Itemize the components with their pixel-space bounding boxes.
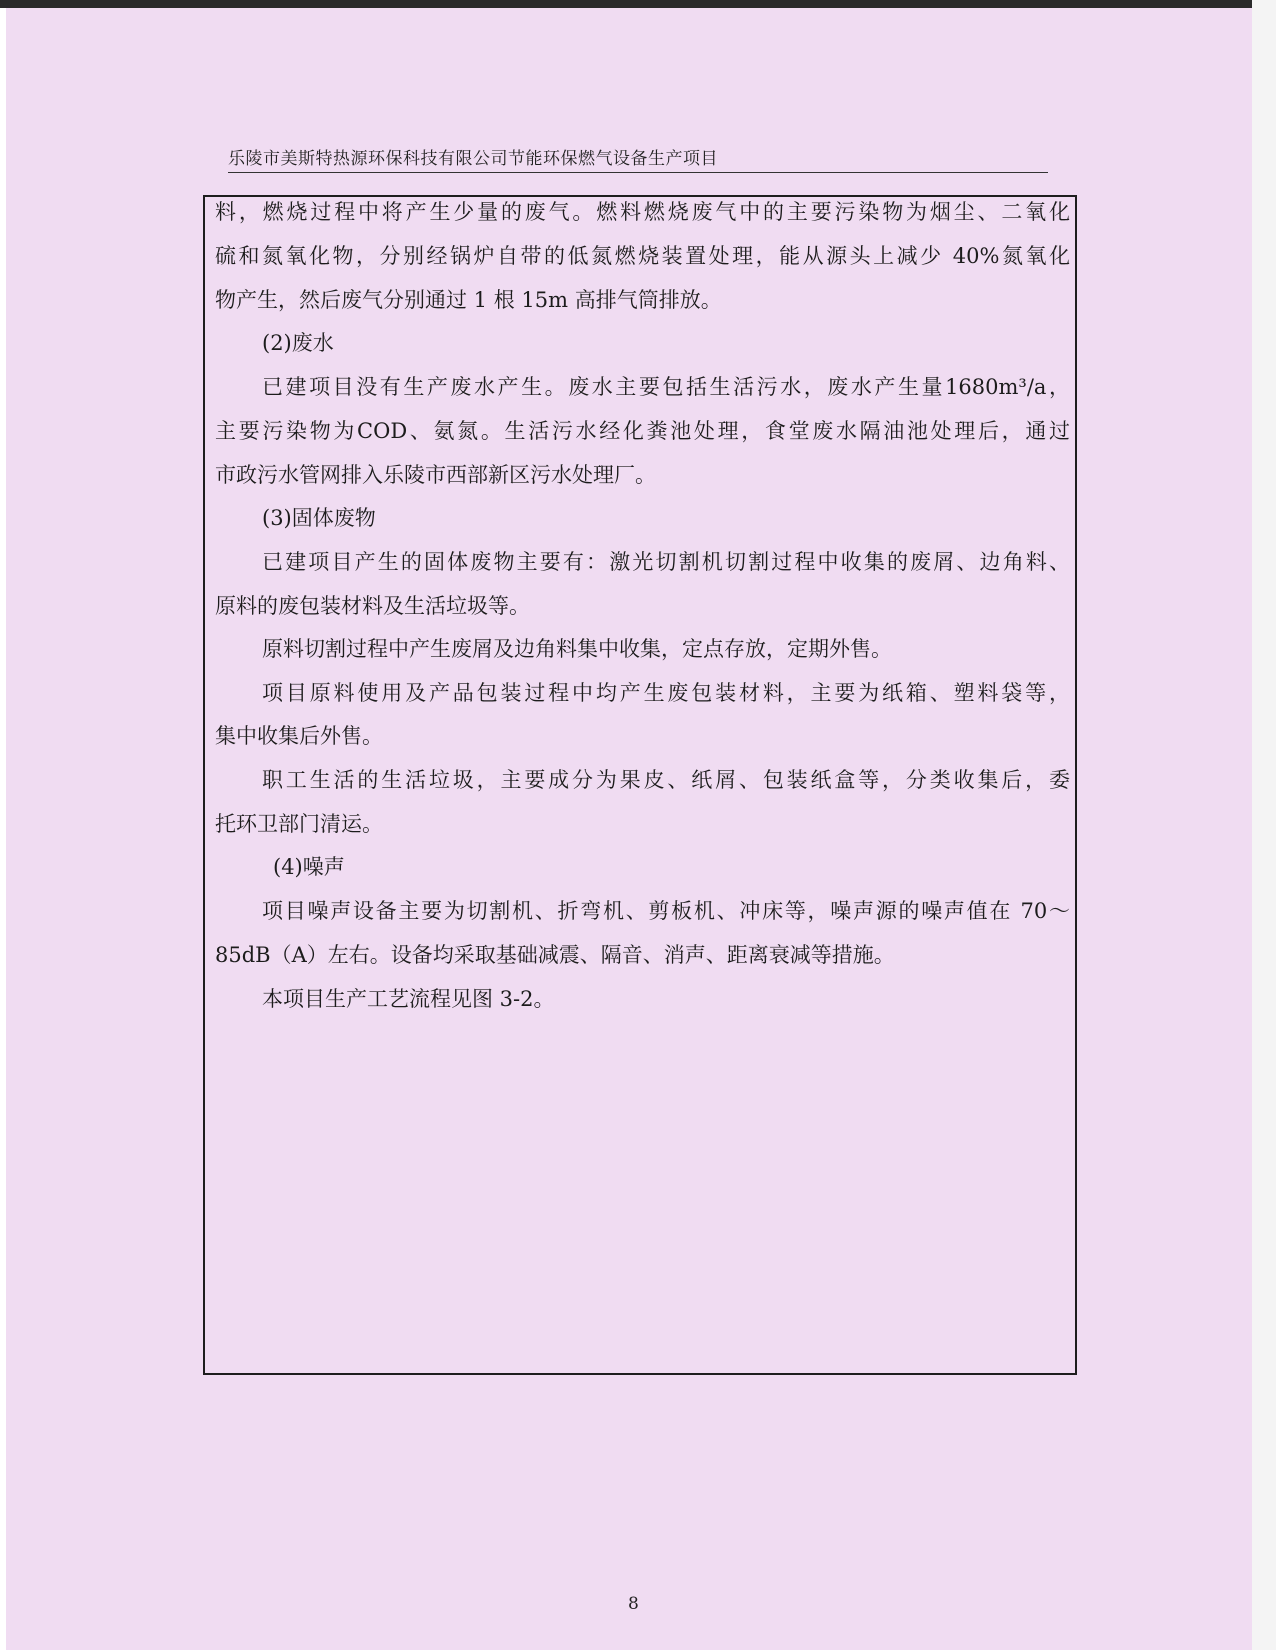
text-line: 集中收集后外售。 [215, 724, 383, 748]
text-line: 已建项目产生的固体废物主要有：激光切割机切割过程中收集的废屑、边角料、 [262, 550, 1070, 574]
text-line: 原料的废包装材料及生活垃圾等。 [215, 594, 530, 618]
section-heading: (2)废水 [262, 331, 334, 355]
section-heading: (3)固体废物 [262, 506, 376, 530]
text-line: 托环卫部门清运。 [215, 812, 383, 836]
text-line: 料，燃烧过程中将产生少量的废气。燃料燃烧废气中的主要污染物为烟尘、二氧化 [215, 200, 1070, 224]
text-line: 物产生，然后废气分别通过 1 根 15m 高排气筒排放。 [215, 288, 722, 312]
section-heading: (4)噪声 [273, 855, 345, 879]
page-number: 8 [628, 1594, 639, 1614]
text-line: 原料切割过程中产生废屑及边角料集中收集，定点存放，定期外售。 [262, 637, 892, 661]
text-line: 本项目生产工艺流程见图 3-2。 [262, 987, 555, 1011]
text-line: 已建项目没有生产废水产生。废水主要包括生活污水，废水产生量1680m³/a， [262, 375, 1070, 399]
text-line: 市政污水管网排入乐陵市西部新区污水处理厂。 [215, 463, 656, 487]
text-line: 85dB（A）左右。设备均采取基础减震、隔音、消声、距离衰减等措施。 [215, 943, 895, 967]
running-header: 乐陵市美斯特热源环保科技有限公司节能环保燃气设备生产项目 [228, 144, 1048, 173]
scan-top-edge [0, 0, 1276, 8]
text-line: 项目噪声设备主要为切割机、折弯机、剪板机、冲床等，噪声源的噪声值在 70～ [262, 899, 1070, 923]
text-line: 项目原料使用及产品包装过程中均产生废包装材料，主要为纸箱、塑料袋等， [262, 681, 1070, 705]
text-line: 职工生活的生活垃圾，主要成分为果皮、纸屑、包装纸盒等，分类收集后，委 [262, 768, 1070, 792]
text-line: 硫和氮氧化物，分别经锅炉自带的低氮燃烧装置处理，能从源头上减少 40%氮氧化 [215, 244, 1070, 268]
text-line: 主要污染物为COD、氨氮。生活污水经化粪池处理，食堂废水隔油池处理后，通过 [215, 419, 1070, 443]
scan-right-edge [1252, 0, 1276, 1650]
